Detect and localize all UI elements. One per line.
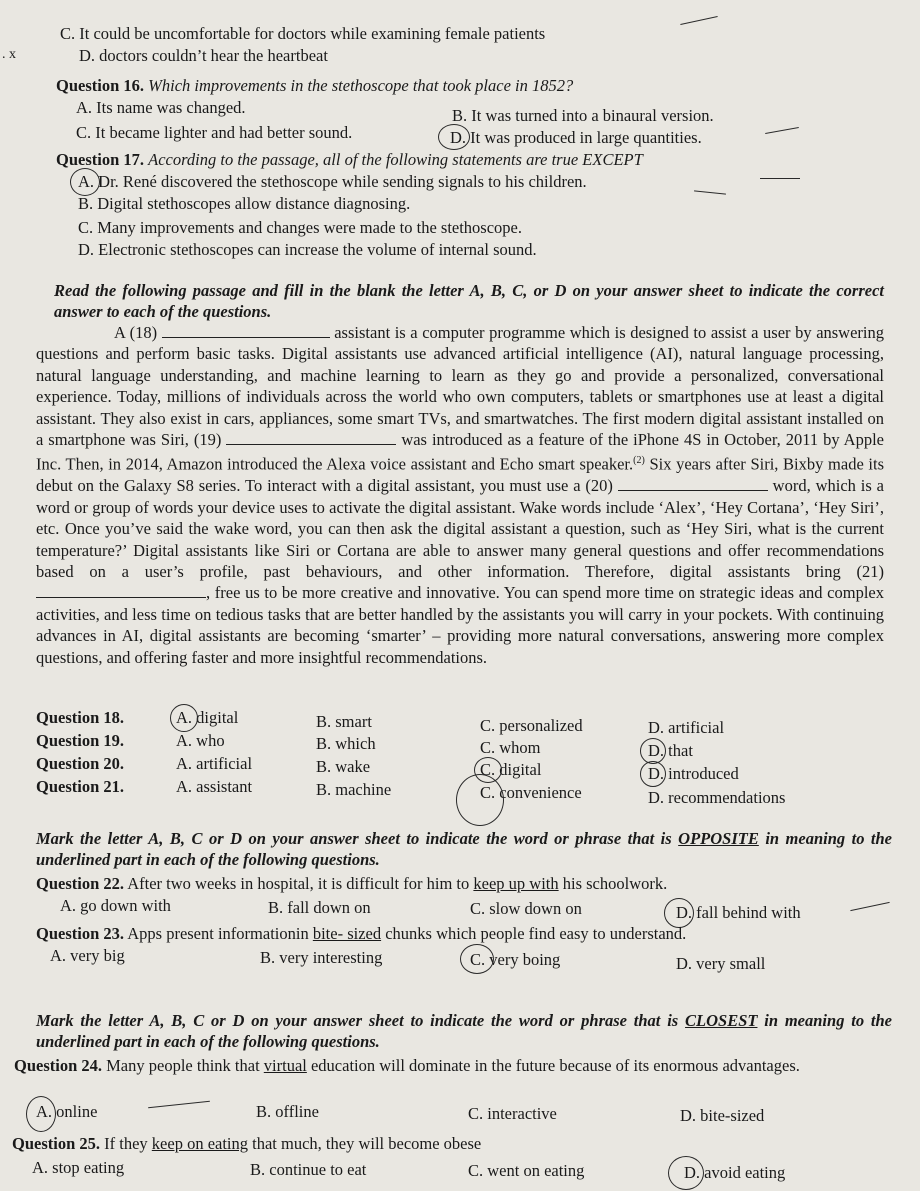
q23-option-d[interactable]: D. very small (676, 954, 766, 973)
q16-option-a[interactable]: A. Its name was changed. (76, 98, 246, 117)
q16-option-c[interactable]: C. It became lighter and had better sound. (76, 123, 353, 142)
q25-text-post: that much, they will become obese (252, 1134, 482, 1153)
q25-text-pre: If they (104, 1134, 148, 1153)
q18-option-a[interactable]: A. digital (176, 708, 239, 727)
q24-option-c[interactable]: C. interactive (468, 1104, 557, 1123)
q25-option-c[interactable]: C. went on eating (468, 1161, 585, 1180)
answer-circle-q16 (438, 124, 470, 150)
blank-20[interactable] (618, 476, 768, 491)
pen-stroke (680, 16, 717, 25)
q25-option-d[interactable]: D. avoid eating (684, 1163, 786, 1182)
q15-option-d: D. doctors couldn’t hear the heartbeat (79, 46, 328, 65)
q16-stem (56, 76, 573, 96)
q20-label: Question 20. (36, 754, 125, 773)
q22-option-b[interactable]: B. fall down on (268, 898, 371, 917)
answer-circle-q20-alt (640, 761, 666, 787)
q25-option-a[interactable]: A. stop eating (32, 1158, 125, 1177)
q23-option-a[interactable]: A. very big (50, 946, 125, 965)
q17-option-d[interactable]: D. Electronic stethoscopes can increase the volume of internal sound. (78, 240, 537, 259)
instruction-opposite (36, 828, 892, 871)
pen-stroke (850, 902, 889, 911)
q20-option-c[interactable]: C. digital (480, 760, 542, 779)
q22-text-pre: After two weeks in hospital, it is difficult for him to (127, 874, 470, 893)
margin-mark: . x (2, 47, 16, 62)
q22-option-a[interactable]: A. go down with (60, 896, 171, 915)
q20-option-a[interactable]: A. artificial (176, 754, 253, 773)
q25-underlined: keep on eating (151, 1134, 249, 1153)
q23-option-b[interactable]: B. very interesting (260, 948, 383, 967)
q25-stem (12, 1134, 481, 1154)
passage-text-4: Six years after Siri, Bixby made its debut on the Galaxy S8 series. To interact with a digital assistant, you must use a (20) (36, 454, 885, 496)
q22-stem (36, 874, 667, 894)
passage-text-6: , free us to be more creative and innovative. You can spend more time on strategic ideas and complex activities, and less time on tedious tasks that are better handled by the assistants you will carry in your pockets. With continuing advances in AI, digital assistants are becoming ‘smarter’ – providing more natural conversations, answering more complex questions, and offering faster and more insightful recommendations. (36, 583, 884, 667)
q24-option-a[interactable]: A. online (36, 1102, 98, 1121)
q24-underlined: virtual (263, 1056, 307, 1075)
q16-text: Which improvements in the stethoscope that took place in 1852? (148, 76, 574, 95)
instruction-closest-pre: Mark the letter A, B, C or D on your answer sheet to indicate the word or phrase that is (36, 1011, 679, 1030)
q18-option-b[interactable]: B. smart (316, 712, 372, 731)
instruction-closest-key: CLOSEST (685, 1011, 758, 1030)
q21-option-a[interactable]: A. assistant (176, 777, 253, 796)
q18-option-c[interactable]: C. personalized (480, 716, 583, 735)
q19-option-b[interactable]: B. which (316, 734, 376, 753)
pen-stroke (765, 127, 799, 134)
answer-circle-q17 (70, 168, 100, 196)
blank-19[interactable] (226, 430, 396, 445)
q22-option-d[interactable]: D. fall behind with (676, 903, 801, 922)
q23-text-post: chunks which people find easy to understand. (385, 924, 687, 943)
q24-option-b[interactable]: B. offline (256, 1102, 319, 1121)
instruction-opposite-key: OPPOSITE (678, 829, 759, 848)
pen-stroke (760, 178, 800, 179)
pen-stroke (148, 1101, 210, 1108)
instruction-closest (36, 1010, 892, 1053)
q17-stem (56, 150, 643, 170)
pen-stroke (694, 190, 726, 194)
q22-label: Question 22. (36, 874, 125, 893)
answer-circle-q24 (26, 1096, 56, 1132)
instruction-opposite-post: in meaning to the underlined part in each of the following questions. (36, 829, 892, 870)
q24-option-d[interactable]: D. bite-sized (680, 1106, 765, 1125)
answer-circle-q18 (170, 704, 198, 732)
q16-option-d[interactable]: D. It was produced in large quantities. (450, 128, 702, 147)
instruction-reading: Read the following passage and fill in the blank the letter A, B, C, or D on your answer sheet to indicate the correct answer to each of the questions. (54, 281, 884, 322)
passage-text-5: word, which is a word or group of words your device uses to activate the digital assistant. Wake words include ‘Alex’, ‘Hey Cortana’, ‘Hey Siri’, etc. Once you’ve said the wake word, you can then ask the digital assistant a question, such as ‘Hey Siri, what is the current temperature?’ Digital assistants like Siri or Cortana are able to answer many general questions and offer recommendations based on a user’s profile, past behaviours, and other information. Therefore, digital assistants bring (21) (36, 476, 884, 581)
q25-option-b[interactable]: B. continue to eat (250, 1160, 367, 1179)
blank-18[interactable] (162, 323, 330, 338)
answer-circle-q23 (460, 944, 494, 974)
q17-label: Question 17. (56, 150, 145, 169)
q15-option-c: C. It could be uncomfortable for doctors while examining female patients (60, 24, 546, 43)
q21-option-c[interactable]: C. convenience (480, 783, 582, 802)
answer-circle-q25 (668, 1156, 704, 1190)
blank-21[interactable] (36, 583, 206, 598)
q17-text: According to the passage, all of the following statements are true EXCEPT (148, 150, 643, 169)
answer-circle-q21 (456, 774, 504, 826)
passage-text-3: was introduced as a feature of the iPhone 4S in October, 2011 by Apple Inc. Then, in 2014, Amazon introduced the Alexa voice assistant and Echo smart speaker. (36, 430, 885, 474)
q21-label: Question 21. (36, 777, 125, 796)
q17-option-a[interactable]: A. Dr. René discovered the stethoscope while sending signals to his children. (78, 172, 587, 191)
q21-option-b[interactable]: B. machine (316, 780, 392, 799)
q24-stem (14, 1055, 884, 1076)
reading-passage (36, 322, 884, 668)
q19-option-c[interactable]: C. whom (480, 738, 541, 757)
q22-underlined: keep up with (473, 874, 559, 893)
q22-option-c[interactable]: C. slow down on (470, 899, 582, 918)
q22-text-post: his schoolwork. (562, 874, 668, 893)
q25-label: Question 25. (12, 1134, 101, 1153)
footnote-ref: (2) (633, 455, 645, 467)
q24-text-pre: Many people think that (106, 1056, 260, 1075)
q21-option-d[interactable]: D. recommendations (648, 788, 786, 807)
q20-option-d[interactable]: D. introduced (648, 764, 739, 783)
q23-text-pre: Apps present informationin (127, 924, 309, 943)
q23-label: Question 23. (36, 924, 125, 943)
instruction-opposite-pre: Mark the letter A, B, C or D on your answer sheet to indicate the word or phrase that is (36, 829, 672, 848)
q23-underlined: bite- sized (312, 924, 382, 943)
q19-option-a[interactable]: A. who (176, 731, 225, 750)
q23-option-c[interactable]: C. very boing (470, 950, 561, 969)
q20-option-b[interactable]: B. wake (316, 757, 371, 776)
passage-text-1: A (18) (114, 323, 158, 342)
q19-option-d[interactable]: D. that (648, 741, 693, 760)
q16-option-b[interactable]: B. It was turned into a binaural version. (452, 106, 714, 125)
q19-label: Question 19. (36, 731, 125, 750)
q24-text-post: education will dominate in the future because of its enormous advantages. (310, 1056, 800, 1075)
q18-option-d[interactable]: D. artificial (648, 718, 725, 737)
q23-stem (36, 924, 686, 944)
q17-option-b[interactable]: B. Digital stethoscopes allow distance diagnosing. (78, 194, 411, 213)
passage-text-2: assistant is a computer programme which is designed to assist a user by answering questions and perform basic tasks. Digital assistants use advanced artificial intelligence (AI), natural language processing, natural language understanding, and machine learning to learn as they go and provide a personalized, conversational experience. Today, millions of individuals across the world who own computers, tablets or smartphones use at least a digital assistant. They also exist in cars, appliances, some smart TVs, and smartwatches. The first modern digital assistant installed on a smartphone was Siri, (19) (36, 323, 885, 450)
q16-label: Question 16. (56, 76, 145, 95)
q18-label: Question 18. (36, 708, 125, 727)
q24-label: Question 24. (14, 1056, 103, 1075)
q17-option-c[interactable]: C. Many improvements and changes were made to the stethoscope. (78, 218, 523, 237)
instruction-closest-post: in meaning to the underlined part in each of the following questions. (36, 1011, 892, 1052)
